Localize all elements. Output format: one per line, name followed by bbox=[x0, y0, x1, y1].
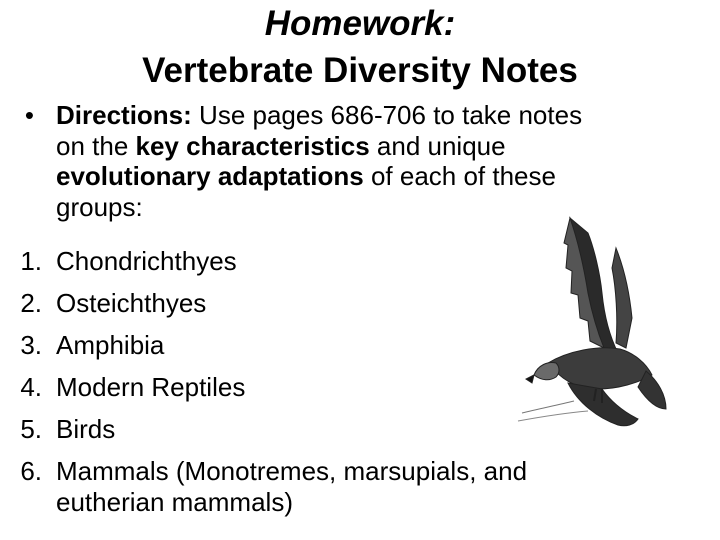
title-line-topic: Vertebrate Diversity Notes bbox=[142, 51, 578, 90]
directions-label: Directions: bbox=[56, 100, 192, 130]
list-item-text: Chondrichthyes bbox=[56, 246, 237, 276]
list-item-text: Birds bbox=[56, 414, 116, 444]
slide-title bbox=[0, 0, 720, 94]
list-number: 6. bbox=[20, 456, 42, 486]
list-number: 3. bbox=[20, 330, 42, 360]
directions-line-4: groups: bbox=[56, 191, 143, 222]
list-item-text: Amphibia bbox=[56, 330, 165, 360]
list-number: 2. bbox=[20, 288, 42, 318]
list-item-text-cont: eutherian mammals) bbox=[56, 487, 293, 517]
directions-line-2: on the key characteristics and unique bbox=[56, 130, 506, 161]
directions-line-3: evolutionary adaptations of each of these bbox=[56, 161, 556, 191]
bullet-marker: • bbox=[24, 100, 34, 130]
list-item-text: Mammals (Monotremes, marsupials, and bbox=[56, 456, 528, 486]
eagle-illustration bbox=[508, 213, 668, 433]
directions-line-1: Directions: Use pages 686-706 to take notes bbox=[56, 100, 583, 130]
title-line-homework: Homework: bbox=[264, 4, 456, 43]
list-number: 5. bbox=[20, 414, 42, 444]
list-number: 1. bbox=[20, 246, 42, 276]
list-number: 4. bbox=[20, 372, 42, 402]
list-item-text: Osteichthyes bbox=[56, 288, 207, 318]
list-item-text: Modern Reptiles bbox=[56, 372, 246, 402]
